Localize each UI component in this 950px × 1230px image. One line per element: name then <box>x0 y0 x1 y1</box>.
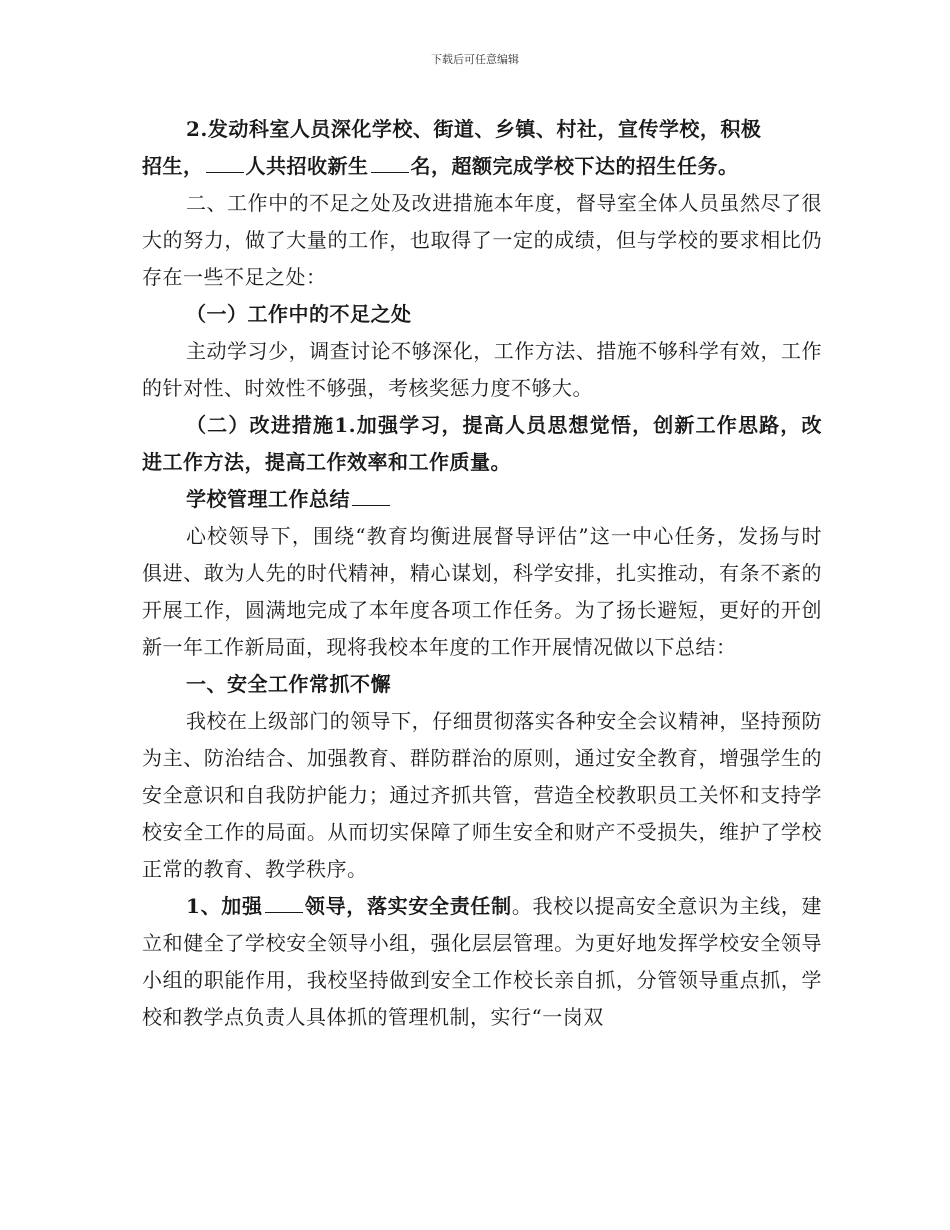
blank-line <box>265 898 303 913</box>
paragraph-recruitment: 2.发动科室人员深化学校、街道、乡镇、村社，宣传学校，积极 招生， 人共招收新生 名，超额完成学校下达的招生任务。 <box>142 117 762 178</box>
blank-line <box>206 158 244 173</box>
blank-line <box>371 158 409 173</box>
section-title: 学校管理工作总结 <box>142 481 822 518</box>
paragraph-responsibility: 1、加强 领导，落实安全责任制。我校以提高安全意识为主线，建立和健全了学校安全领导小组，强化层层管理。为更好地发挥学校安全领导小组的职能作用，我校坚持做到安全工作校长亲自抓，分管领导重点抓，学校和教学点负责人具体抓的管理机制，实行“一岗双 <box>142 894 823 1029</box>
paragraph-safety: 我校在上级部门的领导下，仔细贯彻落实各种安全会议精神，坚持预防为主、防治结合、加强教育、群防群治的原则，通过安全教育，增强学生的安全意识和自我防护能力；通过齐抓共管，营造全校教职员工关怀和支持学校安全工作的局面。从而切实保障了师生安全和财产不受损失，维护了学校正常的教育、教学秩序。 <box>142 709 822 881</box>
page-header: 下载后可任意编辑 <box>431 53 519 66</box>
blank-line <box>352 491 390 506</box>
paragraph-improvements: （二）改进措施1.加强学习，提高人员思想觉悟，创新工作思路，改进工作方法，提高工作效率和工作质量。 <box>142 413 822 474</box>
heading-safety: 一、安全工作常抓不懈 <box>186 672 391 696</box>
paragraph-shortcomings: 主动学习少，调查讨论不够深化，工作方法、措施不够科学有效，工作的针对性、时效性不够强，考核奖惩力度不够大。 <box>142 339 822 400</box>
document-body <box>142 111 822 1036</box>
paragraph-shortcomings-intro: 二、工作中的不足之处及改进措施本年度，督导室全体人员虽然尽了很大的努力，做了大量的工作，也取得了一定的成绩，但与学校的要求相比仍存在一些不足之处： <box>142 191 822 289</box>
heading-shortcomings: （一）工作中的不足之处 <box>186 302 412 326</box>
paragraph-summary-intro: 心校领导下，围绕“教育均衡进展督导评估”这一中心任务，发扬与时俱进、敢为人先的时代精神，精心谋划，科学安排，扎实推动，有条不紊的开展工作，圆满地完成了本年度各项工作任务。为了扬长避短，更好的开创新一年工作新局面，现将我校本年度的工作开展情况做以下总结： <box>142 524 822 659</box>
